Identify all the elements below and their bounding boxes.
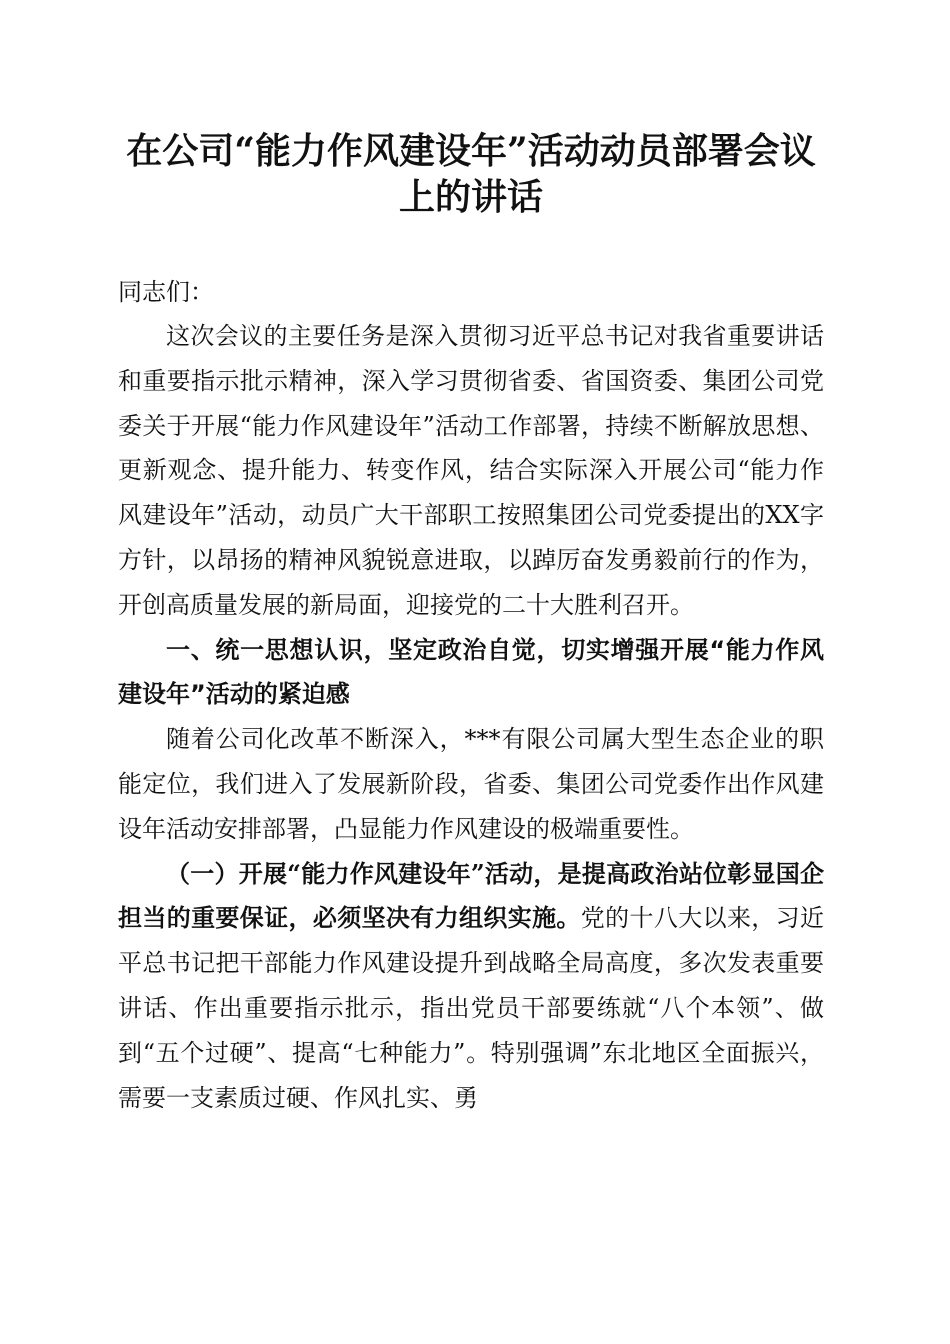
intro-paragraph: 这次会议的主要任务是深入贯彻习近平总书记对我省重要讲话和重要指示批示精神，深入学习贯彻省委、省国资委、集团公司党委关于开展“能力作风建设年”活动工作部署，持续不断解放思想、更新观念、提升能力、转变作风，结合实际深入开展公司“能力作风建设年”活动，动员广大干部职工按照集团公司党委提出的XX字方针，以昂扬的精神风貌锐意进取，以踔厉奋发勇毅前行的作为，开创高质量发展的新局面，迎接党的二十大胜利召开。 xyxy=(118,322,824,619)
section-1-sub-1-lead: （一）开展“能力作风建设年”活动，是提高政治站位彰显国企担当的重要保证，必须坚决有力组织实施。 xyxy=(118,858,824,933)
document-page xyxy=(118,128,824,1120)
section-1-intro: 随着公司化改革不断深入，***有限公司属大型生态企业的职能定位，我们进入了发展新阶段，省委、集团公司党委作出作风建设年活动安排部署，凸显能力作风建设的极端重要性。 xyxy=(118,725,824,843)
section-1-sub-1 xyxy=(118,852,824,1121)
section-1-sub-1-body: 党的十八大以来，习近平总书记把干部能力作风建设提升到战略全局高度，多次发表重要讲话、作出重要指示批示，指出党员干部要练就“八个本领”、做到“五个过硬”、提高“七种能力”。特别强调”东北地区全面振兴，需要一支素质过硬、作风扎实、勇 xyxy=(118,904,825,1112)
document-title: 在公司“能力作风建设年”活动动员部署会议上的讲话 xyxy=(126,130,816,218)
section-1-heading: 一、统一思想认识，坚定政治自觉，切实增强开展“能力作风建设年”活动的紧迫感 xyxy=(118,635,824,709)
salutation: 同志们： xyxy=(118,278,214,306)
